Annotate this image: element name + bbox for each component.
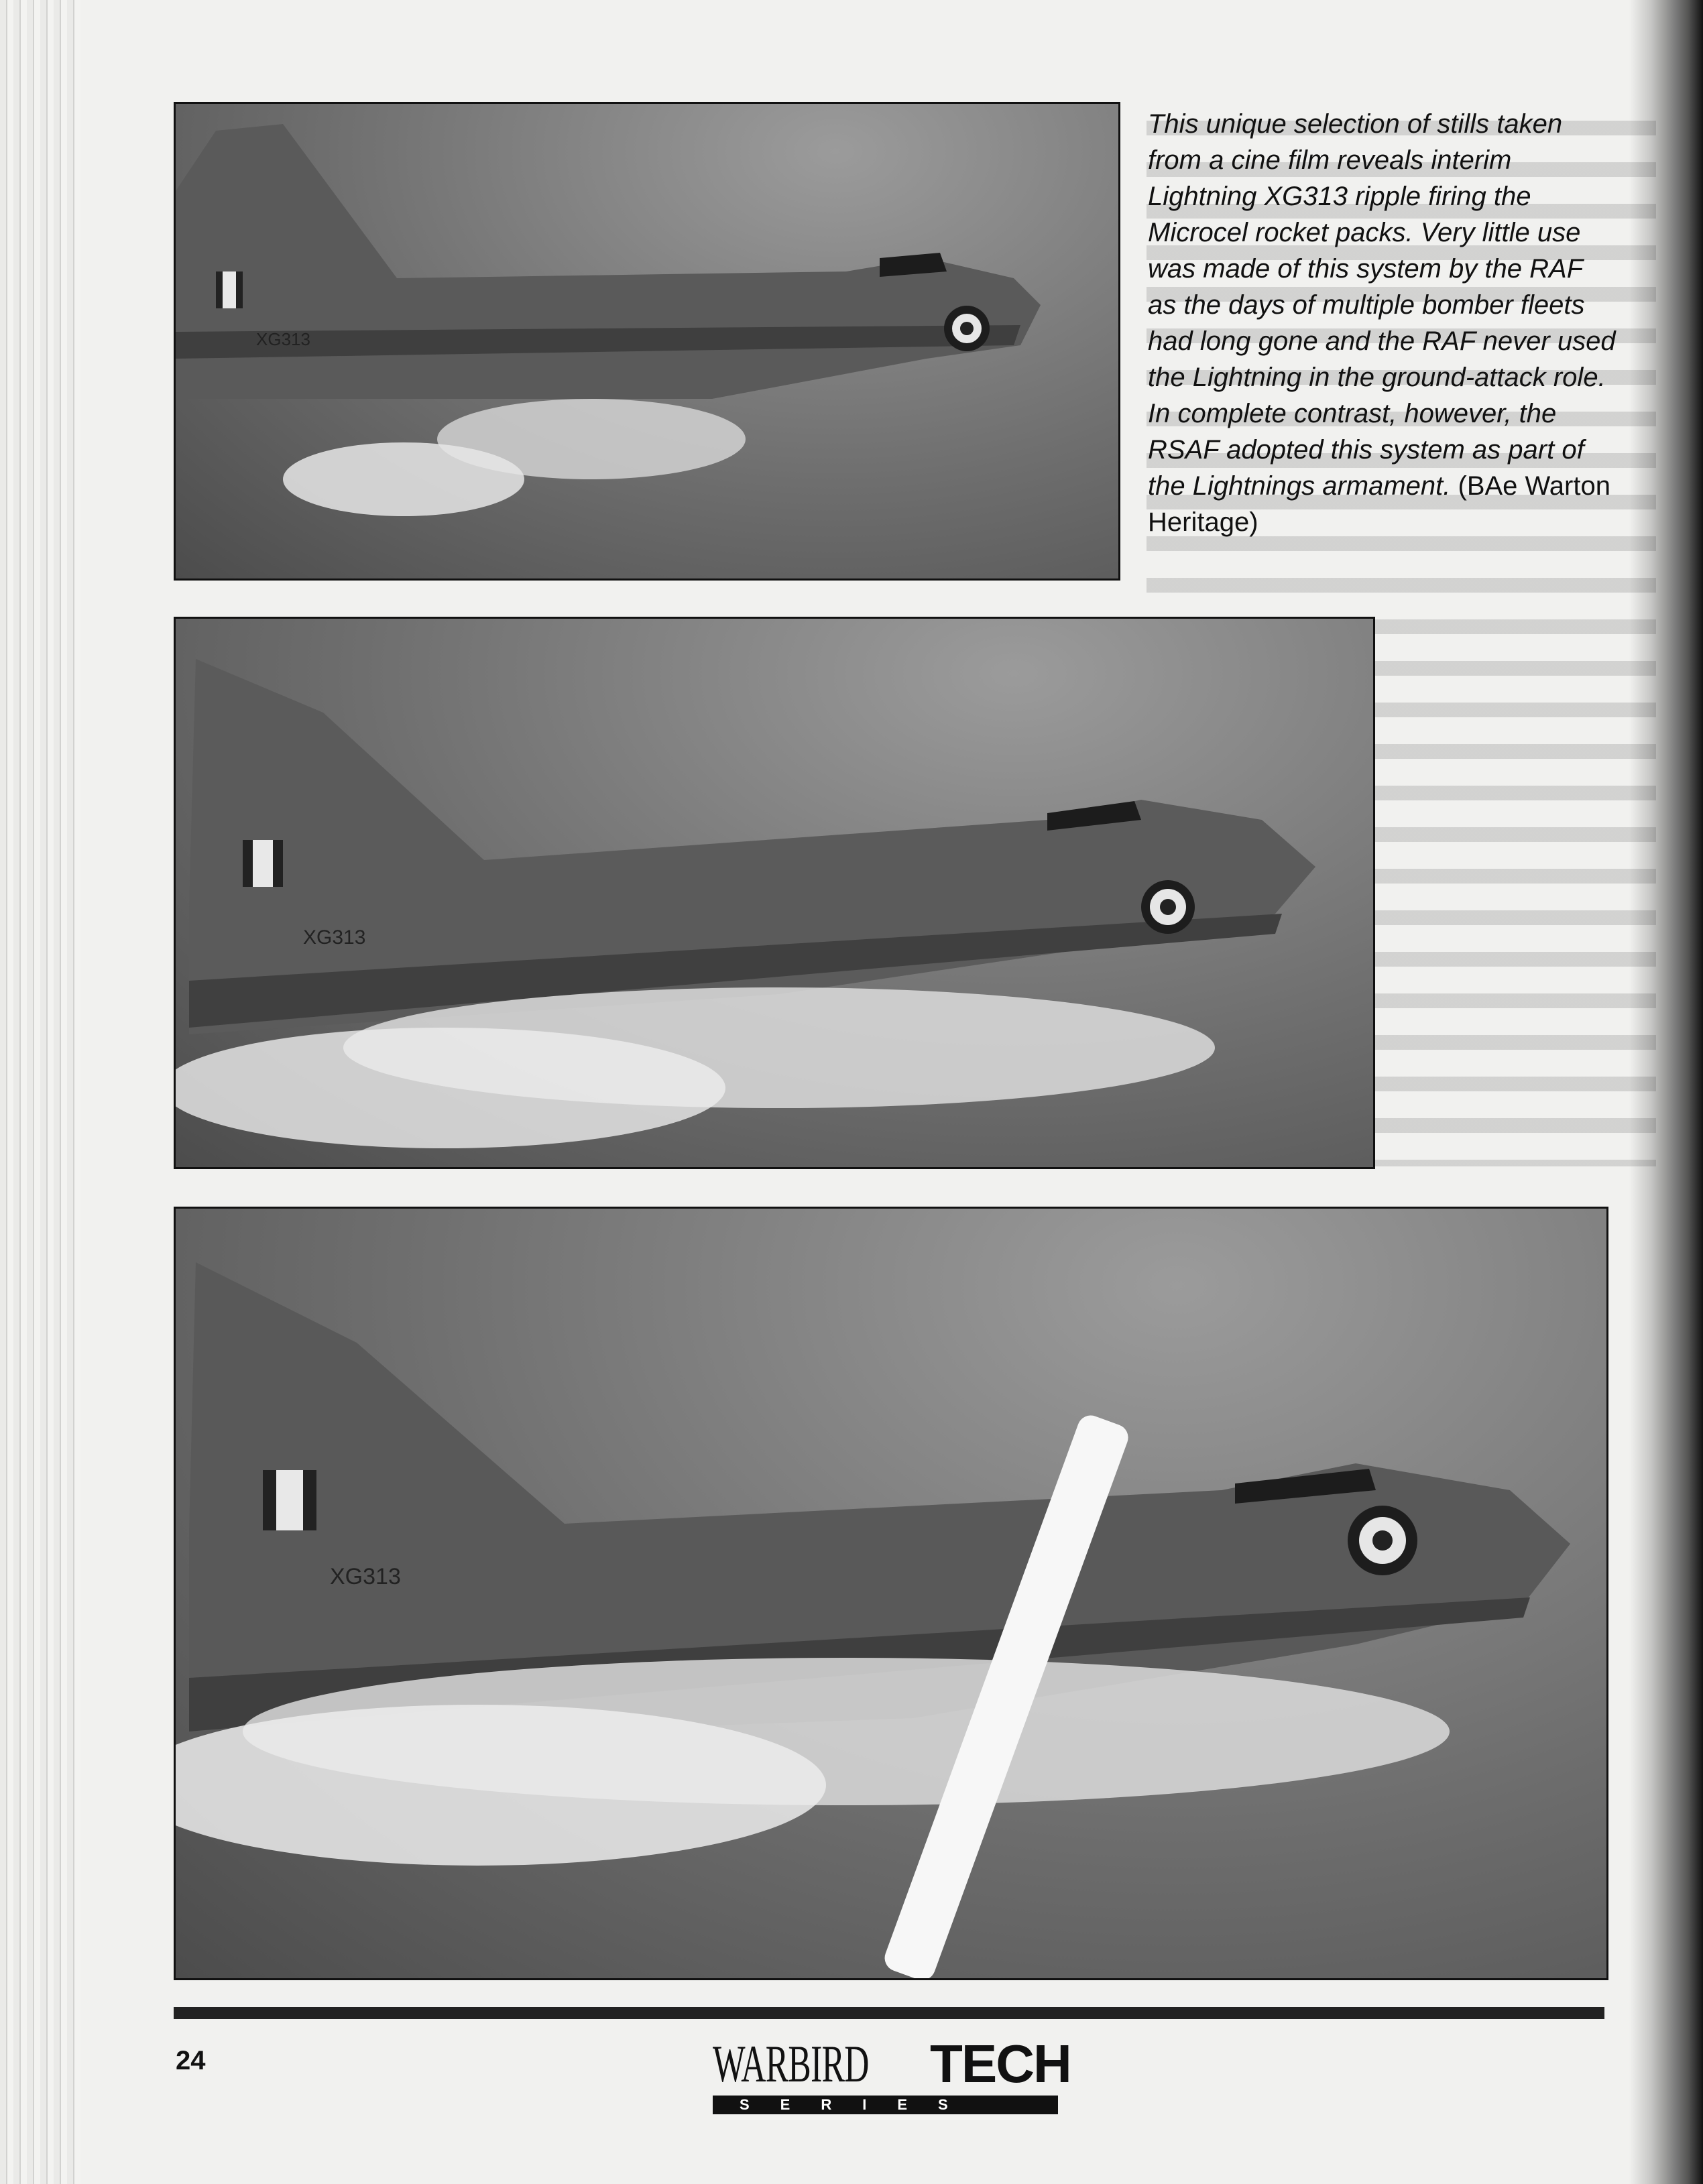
lightning-aircraft-illustration — [176, 1209, 1606, 1978]
aircraft-serial: XG313 — [303, 926, 366, 949]
scan-shadow — [1629, 0, 1703, 2184]
logo-warbird-text: WARBIRD — [713, 2035, 869, 2093]
photo-caption — [1148, 106, 1617, 540]
photo-still-2 — [174, 617, 1375, 1169]
lightning-aircraft-illustration — [176, 619, 1373, 1167]
footer-rule — [174, 2007, 1604, 2019]
photo-still-3 — [174, 1207, 1608, 1980]
page-number: 24 — [176, 2046, 206, 2075]
warbirdtech-series-logo — [713, 2034, 1071, 2113]
caption-text: This unique selection of stills taken from a cine film reveals interim Lightning XG313 ripple firing the Microcel rocket packs. Very little use was made of this system by the RAF as the days of multiple bomber fleets had long gone and the RAF never used the Lightning in the ground-attack role. In complete contrast, however, the RSAF adopted this system as part of the Lightnings armament. — [1148, 109, 1616, 501]
aircraft-serial: XG313 — [330, 1564, 401, 1589]
photo-still-1 — [174, 102, 1120, 581]
logo-series-bar: SERIES — [713, 2096, 1058, 2114]
page-stack-edges — [0, 0, 80, 2184]
aircraft-serial: XG313 — [256, 329, 310, 349]
logo-tech-text: TECH — [930, 2034, 1071, 2094]
caption-credit: (BAe Warton Heritage) — [1148, 471, 1610, 537]
lightning-aircraft-illustration — [176, 104, 1118, 579]
